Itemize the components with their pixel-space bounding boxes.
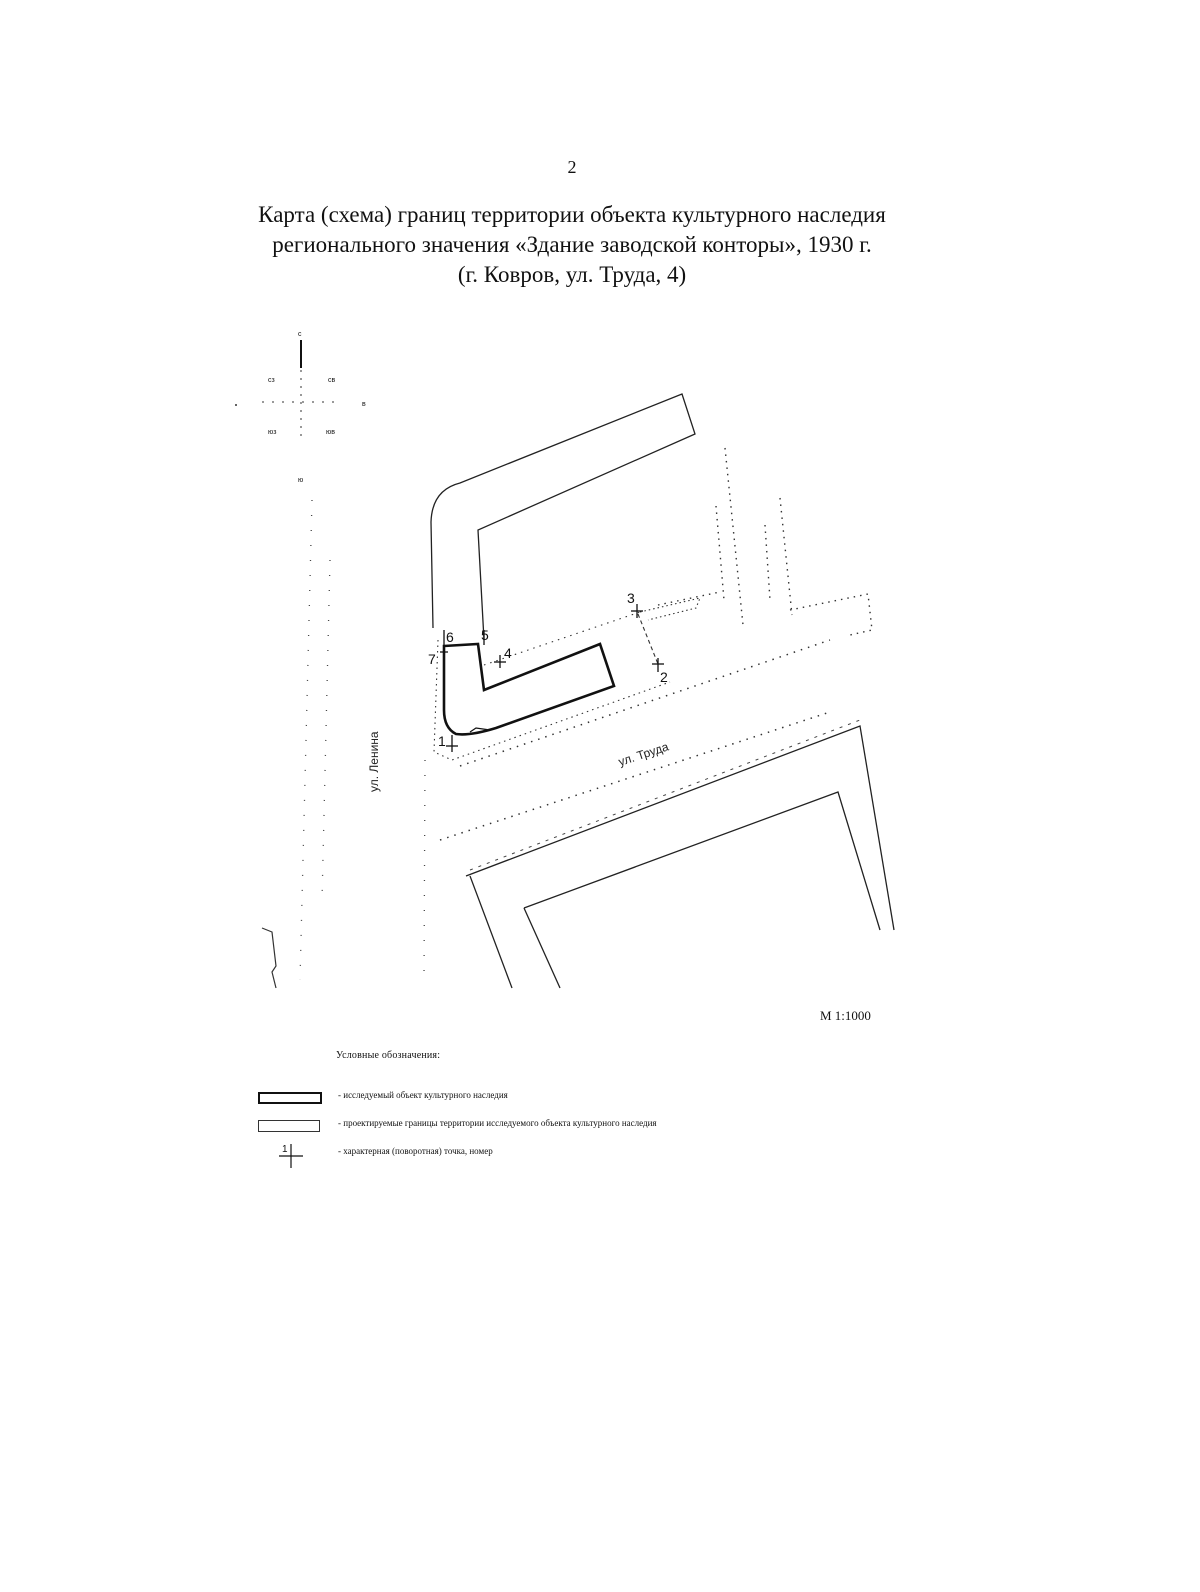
left-structure (262, 928, 276, 988)
point-label-3: 3 (627, 590, 635, 606)
legend-item-object (258, 1090, 878, 1110)
investigated-building (444, 644, 614, 734)
page-number: 2 (567, 157, 577, 177)
legend-title: Условные обозначения: (336, 1050, 441, 1061)
point-label-2: 2 (660, 669, 668, 685)
left-street-edges (300, 500, 425, 980)
point-label-4: 4 (504, 645, 512, 661)
compass-north: с (298, 331, 302, 338)
legend-symbol-thin-outline (258, 1120, 320, 1132)
legend-point-number: 1 (282, 1144, 288, 1155)
map-scale: М 1:1000 (820, 1008, 871, 1023)
point-label-6: 6 (446, 629, 454, 645)
compass-southeast: юв (326, 429, 335, 436)
point-labels (428, 590, 668, 749)
legend-label: - характерная (поворотная) точка, номер (338, 1146, 493, 1156)
title-line-3: (г. Ковров, ул. Труда, 4) (457, 262, 687, 287)
title-line-1: Карта (схема) границ территории объекта культурного наследия (258, 202, 886, 227)
point-label-5: 5 (481, 627, 489, 643)
compass-rose (235, 331, 366, 484)
street-label-truda: ул. Труда (616, 739, 671, 769)
lower-building (466, 726, 894, 988)
compass-east: в (362, 401, 366, 408)
legend-symbol-thick-outline (258, 1092, 322, 1104)
legend-item-boundary (258, 1118, 878, 1138)
legend-label: - исследуемый объект культурного наследия (338, 1090, 508, 1100)
point-label-7: 7 (428, 651, 436, 667)
compass-northeast: св (328, 377, 336, 384)
street-truda-edges (440, 640, 830, 840)
right-dotted-buildings (658, 448, 872, 635)
legend-point-marker-icon (276, 1138, 306, 1168)
title-line-2: регионального значения «Здание заводской конторы», 1930 г. (272, 232, 872, 257)
street-label-side: ул. Ленина (367, 731, 381, 792)
upper-building (431, 394, 695, 640)
compass-south: ю (298, 477, 304, 484)
legend-item-point (258, 1146, 878, 1166)
compass-northwest: сз (268, 377, 275, 384)
point-label-1: 1 (438, 733, 446, 749)
legend-label: - проектируемые границы территории исследуемого объекта культурного наследия (338, 1118, 657, 1128)
compass-southwest: юз (268, 429, 277, 436)
